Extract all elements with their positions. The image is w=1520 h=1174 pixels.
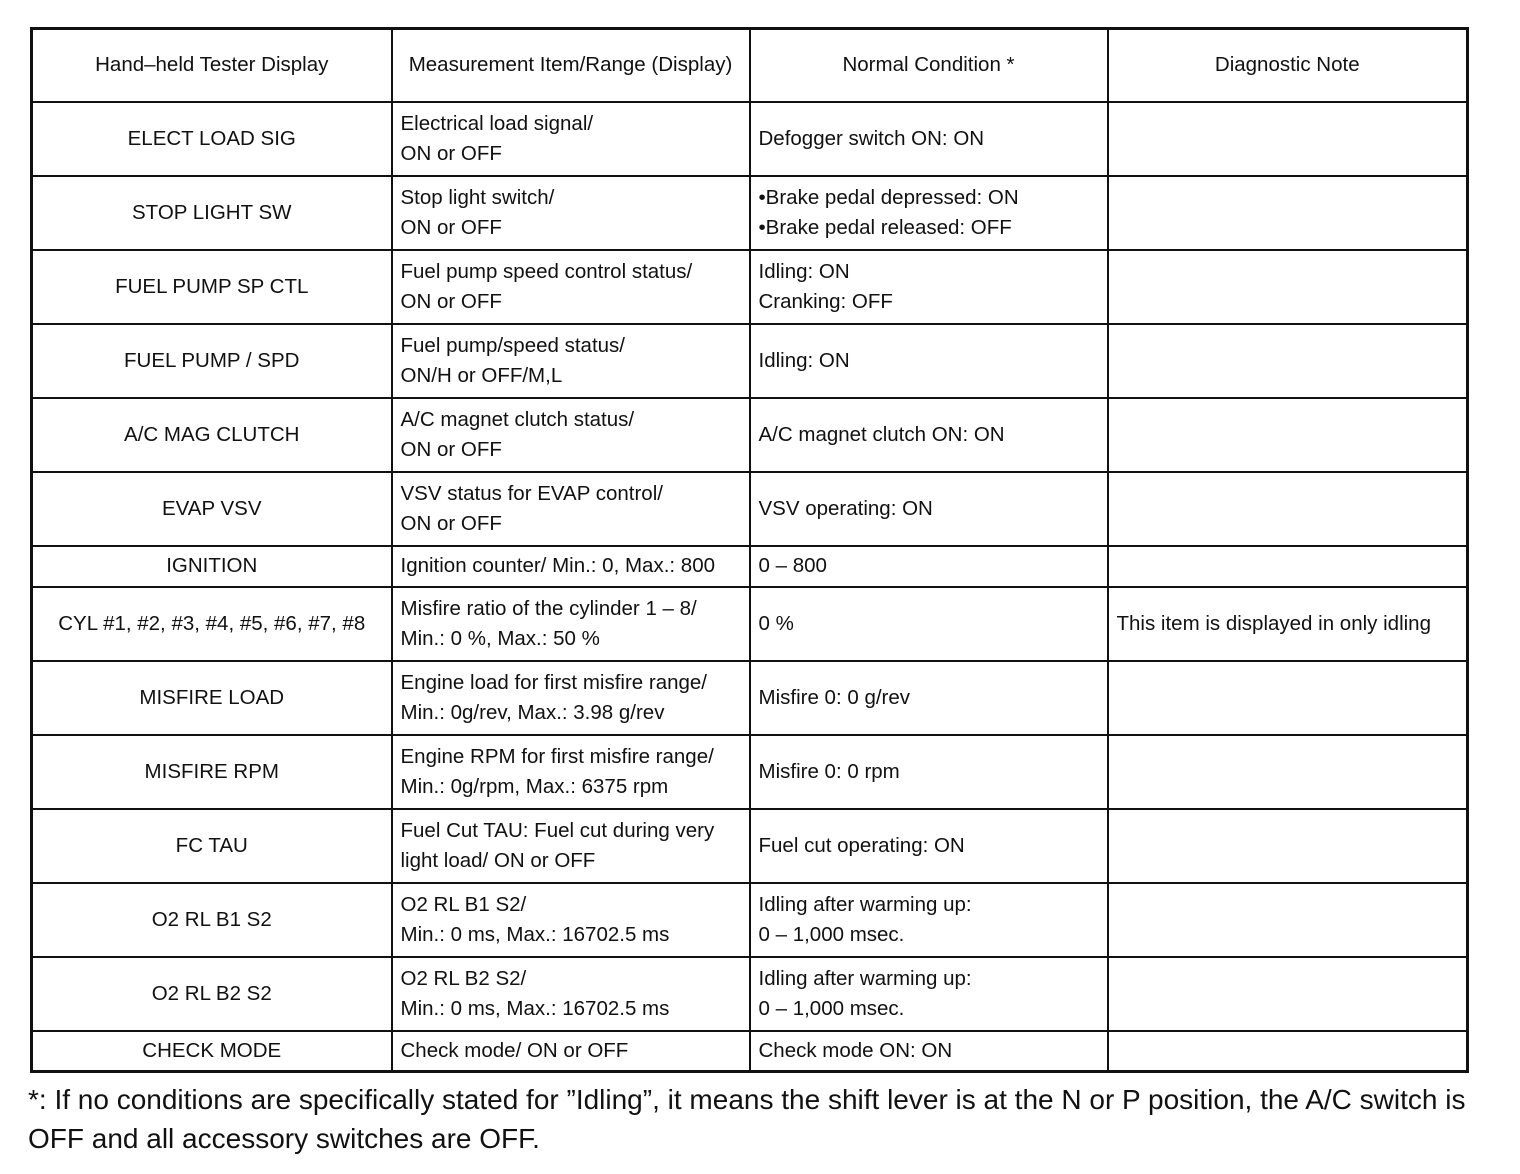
- cell-measure: [392, 324, 750, 398]
- measure-line: ON or OFF: [400, 289, 502, 313]
- table-row: [32, 324, 1468, 398]
- cell-measure: [392, 735, 750, 809]
- cell-note: [1108, 661, 1468, 735]
- normal-line: A/C magnet clutch ON: ON: [758, 422, 1005, 446]
- cell-measure: [392, 587, 750, 661]
- cell-measure: [392, 661, 750, 735]
- table-row: [32, 176, 1468, 250]
- cell-display: ELECT LOAD SIG: [32, 102, 392, 176]
- header-normal: Normal Condition *: [750, 29, 1108, 102]
- cell-normal: [750, 398, 1108, 472]
- cell-note: [1108, 957, 1468, 1031]
- measure-line: Ignition counter/ Min.: 0, Max.: 800: [400, 554, 715, 577]
- cell-normal: [750, 883, 1108, 957]
- cell-display: EVAP VSV: [32, 472, 392, 546]
- header-measure: [392, 29, 750, 102]
- cell-measure: [392, 1031, 750, 1072]
- cell-measure: [392, 398, 750, 472]
- normal-line: Defogger switch ON: ON: [758, 126, 985, 150]
- table-row: [32, 661, 1468, 735]
- table-row: [32, 809, 1468, 883]
- cell-display: MISFIRE LOAD: [32, 661, 392, 735]
- cell-normal: [750, 1031, 1108, 1072]
- measure-line: A/C magnet clutch status/: [400, 407, 635, 431]
- cell-display: IGNITION: [32, 546, 392, 587]
- tester-display-table: [30, 27, 1469, 1073]
- normal-line: Idling: ON: [758, 259, 850, 283]
- cell-note: [1108, 809, 1468, 883]
- cell-normal: [750, 809, 1108, 883]
- cell-display: FUEL PUMP SP CTL: [32, 250, 392, 324]
- measure-line: Fuel Cut TAU: Fuel cut during very: [400, 818, 715, 842]
- cell-normal: [750, 102, 1108, 176]
- table-row: [32, 957, 1468, 1031]
- normal-line: 0 – 1,000 msec.: [758, 922, 905, 946]
- cell-note: [1108, 735, 1468, 809]
- measure-line: ON/H or OFF/M,L: [400, 363, 563, 387]
- measure-line: VSV status for EVAP control/: [400, 481, 663, 505]
- normal-line: Misfire 0: 0 g/rev: [758, 685, 911, 709]
- measure-line: Min.: 0g/rpm, Max.: 6375 rpm: [400, 774, 669, 798]
- measure-line: Electrical load signal/: [400, 111, 594, 135]
- cell-note: [1108, 176, 1468, 250]
- cell-note: [1108, 546, 1468, 587]
- normal-line: Misfire 0: 0 rpm: [758, 759, 900, 783]
- cell-measure: [392, 102, 750, 176]
- measure-line: Stop light switch/: [400, 185, 555, 209]
- normal-line: 0 – 800: [758, 554, 827, 577]
- cell-measure: [392, 176, 750, 250]
- measure-line: Min.: 0 %, Max.: 50 %: [400, 626, 600, 650]
- cell-normal: [750, 587, 1108, 661]
- header-row: [32, 29, 1468, 102]
- cell-normal: [750, 250, 1108, 324]
- header-note: Diagnostic Note: [1108, 29, 1468, 102]
- table-row: [32, 546, 1468, 587]
- footnote: *: If no conditions are specifically stated for ”Idling”, it means the shift lever is at the N or P position, the A/C switch is OFF and all accessory switches are OFF.: [28, 1084, 1466, 1154]
- measure-line: Fuel pump speed control status/: [400, 259, 693, 283]
- cell-normal: [750, 546, 1108, 587]
- table-row: [32, 1031, 1468, 1072]
- cell-display: O2 RL B2 S2: [32, 957, 392, 1031]
- normal-line: •Brake pedal released: OFF: [758, 215, 1012, 239]
- table-row: [32, 102, 1468, 176]
- measure-line: ON or OFF: [400, 437, 502, 461]
- cell-note: [1108, 102, 1468, 176]
- measure-line: Check mode/ ON or OFF: [400, 1038, 629, 1062]
- cell-display: A/C MAG CLUTCH: [32, 398, 392, 472]
- cell-normal: [750, 176, 1108, 250]
- table-row: [32, 472, 1468, 546]
- cell-measure: [392, 957, 750, 1031]
- measure-line: O2 RL B1 S2/: [400, 892, 527, 916]
- cell-measure: [392, 472, 750, 546]
- header-measure-line: (Display): [651, 53, 733, 77]
- measure-line: Misfire ratio of the cylinder 1 – 8/: [400, 596, 697, 620]
- cell-display: O2 RL B1 S2: [32, 883, 392, 957]
- table-row: [32, 587, 1468, 661]
- measure-line: ON or OFF: [400, 511, 502, 535]
- spec-sheet: [30, 27, 1468, 1073]
- table-row: [32, 398, 1468, 472]
- cell-normal: [750, 957, 1108, 1031]
- measure-line: ON or OFF: [400, 141, 502, 165]
- normal-line: Fuel cut operating: ON: [758, 833, 965, 857]
- normal-line: Idling after warming up:: [758, 892, 972, 916]
- cell-measure: [392, 883, 750, 957]
- cell-note: [1108, 398, 1468, 472]
- normal-line: VSV operating: ON: [758, 496, 933, 520]
- measure-line: ON or OFF: [400, 215, 502, 239]
- cell-normal: [750, 472, 1108, 546]
- cell-display: CYL #1, #2, #3, #4, #5, #6, #7, #8: [32, 587, 392, 661]
- measure-line: O2 RL B2 S2/: [400, 966, 527, 990]
- cell-measure: [392, 250, 750, 324]
- cell-measure: [392, 546, 750, 587]
- cell-display: FUEL PUMP / SPD: [32, 324, 392, 398]
- cell-normal: [750, 735, 1108, 809]
- cell-note: [1108, 1031, 1468, 1072]
- table-row: [32, 735, 1468, 809]
- normal-line: 0 %: [758, 611, 794, 635]
- cell-normal: [750, 324, 1108, 398]
- normal-line: •Brake pedal depressed: ON: [758, 185, 1019, 209]
- measure-line: Min.: 0 ms, Max.: 16702.5 ms: [400, 922, 670, 946]
- measure-line: Engine load for first misfire range/: [400, 670, 707, 694]
- normal-line: Idling: ON: [758, 348, 850, 372]
- cell-note: [1108, 324, 1468, 398]
- normal-line: Cranking: OFF: [758, 289, 893, 313]
- cell-note: [1108, 883, 1468, 957]
- cell-note: [1108, 472, 1468, 546]
- measure-line: Fuel pump/speed status/: [400, 333, 625, 357]
- cell-display: MISFIRE RPM: [32, 735, 392, 809]
- normal-line: Check mode ON: ON: [758, 1038, 953, 1062]
- measure-line: Min.: 0 ms, Max.: 16702.5 ms: [400, 996, 670, 1020]
- table-row: [32, 883, 1468, 957]
- measure-line: Engine RPM for first misfire range/: [400, 744, 714, 768]
- normal-line: 0 – 1,000 msec.: [758, 996, 905, 1020]
- measure-line: Min.: 0g/rev, Max.: 3.98 g/rev: [400, 700, 665, 724]
- cell-display: STOP LIGHT SW: [32, 176, 392, 250]
- normal-line: Idling after warming up:: [758, 966, 972, 990]
- cell-note: This item is displayed in only idling: [1108, 587, 1468, 661]
- table-row: [32, 250, 1468, 324]
- cell-normal: [750, 661, 1108, 735]
- cell-display: FC TAU: [32, 809, 392, 883]
- cell-note: [1108, 250, 1468, 324]
- header-display: Hand–held Tester Display: [32, 29, 392, 102]
- measure-line: light load/ ON or OFF: [400, 848, 596, 872]
- cell-measure: [392, 809, 750, 883]
- header-measure-line: Measurement Item/Range: [408, 53, 646, 77]
- cell-display: CHECK MODE: [32, 1031, 392, 1072]
